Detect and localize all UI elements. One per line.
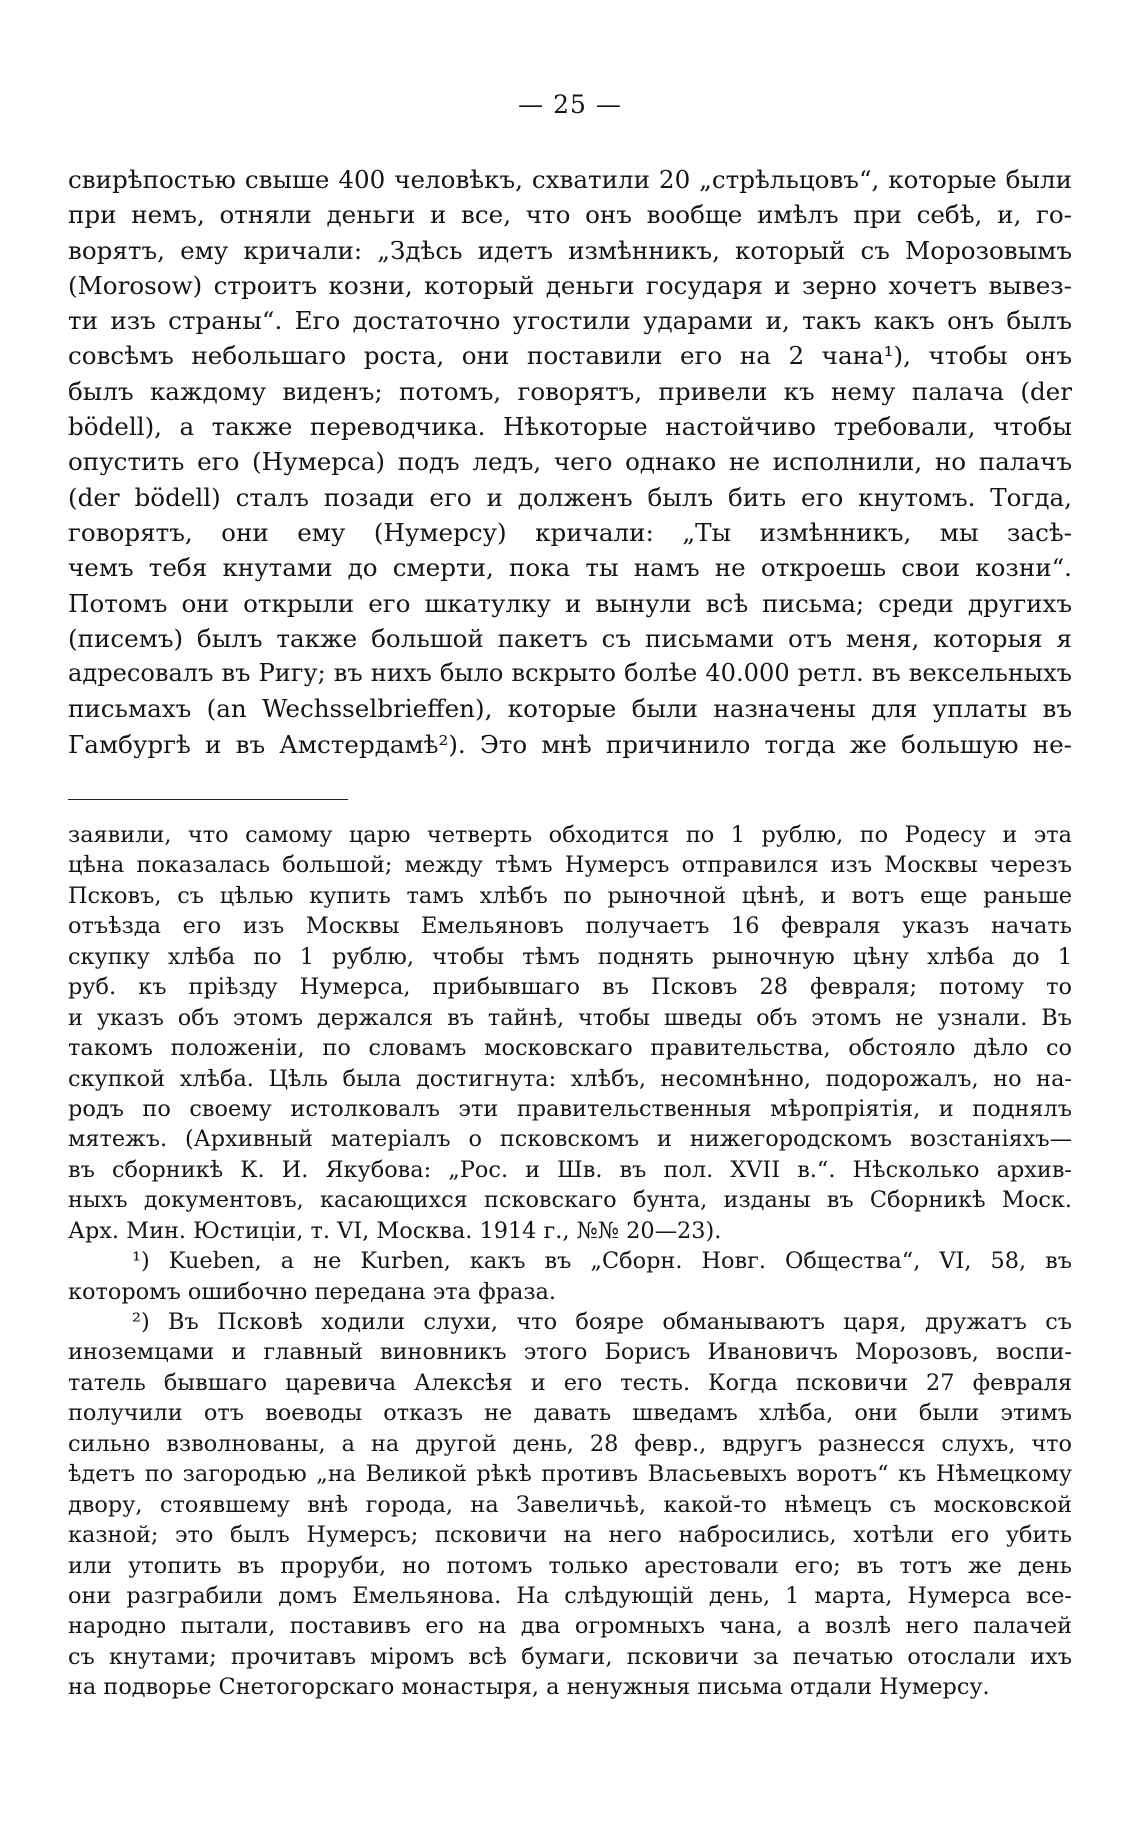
footnote-2 — [68, 1307, 1072, 1703]
main-text-line: (Morosow) строитъ козни, который деньги государя и зерно хочетъ вывез- — [68, 270, 1072, 300]
footnote-continuation — [68, 820, 1072, 1246]
footnote-line: ²) Въ Псковѣ ходили слухи, что бояре обманываютъ царя, дружатъ съ — [132, 1309, 1072, 1335]
footnote-line: ¹) Kueben, а не Kurben, какъ въ „Сборн. Новг. Общества“, VI, 58, въ — [132, 1248, 1072, 1275]
footnote-line: получили отъ воеводы отказъ не давать шведамъ хлѣба, они были этимъ — [68, 1400, 1072, 1427]
footnote-1 — [68, 1246, 1072, 1307]
main-text-line: при немъ, отняли деньги и все, что онъ вообще имѣлъ при себѣ, и, го- — [68, 200, 1072, 230]
footnote-line: ѣдетъ по загородью „на Великой рѣкѣ противъ Власьевыхъ воротъ“ къ Нѣмецкому — [68, 1461, 1072, 1488]
footnote-line: или утопить въ проруби, но потомъ только арестовали его; въ тотъ же день — [68, 1552, 1072, 1579]
footnote-line: цѣна показалась большой; между тѣмъ Нумерсъ отправился изъ Москвы черезъ — [68, 852, 1072, 879]
footnote-line: родъ по своему истолковалъ эти правительственныя мѣропріятія, и поднялъ — [68, 1095, 1072, 1122]
main-text-line: ворятъ, ему кричали: „Здѣсь идетъ измѣнникъ, который съ Морозовымъ — [68, 235, 1072, 265]
footnote-line: иноземцами и главный виновникъ этого Борисъ Ивановичъ Морозовъ, воспи- — [68, 1339, 1072, 1366]
footnote-line: они разграбили домъ Емельянова. На слѣдующій день, 1 марта, Нумерса все- — [68, 1582, 1072, 1609]
footnote-line: заявили, что самому царю четверть обходится по 1 рублю, по Родесу и эта — [68, 822, 1072, 848]
footnote-line: мятежъ. (Архивный матеріалъ о псковскомъ и нижегородскомъ возстаніяхъ— — [68, 1126, 1072, 1153]
footnote-line: скупку хлѣба по 1 рублю, чтобы тѣмъ поднять рыночную цѣну хлѣба до 1 — [68, 943, 1072, 970]
main-text-line: Потомъ они открыли его шкатулку и вынули всѣ письма; среди другихъ — [68, 588, 1072, 618]
footnote-line: казной; это былъ Нумерсъ; псковичи на него набросились, хотѣли его убить — [68, 1522, 1072, 1549]
footnote-line: отъѣзда его изъ Москвы Емельяновъ получаетъ 16 февраля указъ начать — [68, 913, 1072, 940]
footnote-line: двору, стоявшему внѣ города, на Завеличьѣ, какой-то нѣмецъ съ московской — [68, 1491, 1072, 1518]
main-text-line: письмахъ (an Wechsselbrieffen), которые были назначены для уплаты въ — [68, 694, 1072, 724]
footnote-line: ныхъ документовъ, касающихся псковскаго бунта, изданы въ Сборникѣ Моск. — [68, 1187, 1072, 1214]
main-text-line: ти изъ страны“. Его достаточно угостили ударами и, такъ какъ онъ былъ — [68, 306, 1072, 336]
main-text-line: говорятъ, они ему (Нумерсу) кричали: „Ты измѣнникъ, мы засѣ- — [68, 517, 1072, 547]
footnote-line: Псковъ, съ цѣлью купить тамъ хлѣбъ по рыночной цѣнѣ, и вотъ еще раньше — [68, 882, 1072, 909]
main-text-line: адресовалъ въ Ригу; въ нихъ было вскрыто болѣе 40.000 ретл. въ вексельныхъ — [68, 659, 1072, 688]
footnote-line: руб. къ пріѣзду Нумерса, прибывшаго въ Псковъ 28 февраля; потому то — [68, 974, 1072, 1001]
main-text-line: опустить его (Нумерса) подъ ледъ, чего однако не исполнили, но палачъ — [68, 447, 1072, 477]
main-text-line: совсѣмъ небольшаго роста, они поставили его на 2 чана¹), чтобы онъ — [68, 341, 1072, 371]
footnote-divider — [68, 799, 348, 800]
page-number: — 25 — — [518, 90, 622, 119]
main-text-line: былъ каждому виденъ; потомъ, говорятъ, привели къ нему палача (der — [68, 376, 1072, 406]
main-text-line: свирѣпостью свыше 400 человѣкъ, схватили 20 „стрѣльцовъ“, которые были — [68, 165, 1072, 194]
footnote-line: такомъ положеніи, по словамъ московскаго правительства, обстояло дѣло со — [68, 1035, 1072, 1062]
footnote-line: и указъ объ этомъ держался въ тайнѣ, чтобы шведы объ этомъ не узнали. Въ — [68, 1004, 1072, 1031]
footnote-line: съ кнутами; прочитавъ міромъ всѣ бумаги, псковичи за печатью отослали ихъ — [68, 1643, 1072, 1670]
main-text-line: (писемъ) былъ также большой пакетъ съ письмами отъ меня, которыя я — [68, 623, 1072, 653]
footnotes-block — [68, 820, 1072, 1703]
main-text-block — [68, 162, 1072, 762]
footnote-line: на подворье Снетогорскаго монастыря, а ненужныя письма отдали Нумерсу. — [68, 1674, 990, 1701]
footnote-line: въ сборникѣ К. И. Якубова: „Рос. и Шв. въ пол. XVII в.“. Нѣсколько архив- — [68, 1156, 1072, 1183]
main-text-line: bödell), а также переводчика. Нѣкоторые настойчиво требовали, чтобы — [68, 412, 1072, 442]
main-text-line: чемъ тебя кнутами до смерти, пока ты намъ не откроешь свои козни“. — [68, 553, 1072, 583]
main-text-line: (der bödell) сталъ позади его и долженъ былъ бить его кнутомъ. Тогда, — [68, 482, 1072, 512]
footnote-line: татель бывшаго царевича Алексѣя и его тесть. Когда псковичи 27 февраля — [68, 1369, 1072, 1396]
footnote-line: скупкой хлѣба. Цѣль была достигнута: хлѣбъ, несомнѣнно, подорожалъ, но на- — [68, 1065, 1072, 1092]
footnote-line: Арх. Мин. Юстиціи, т. VI, Москва. 1914 г., №№ 20—23). — [68, 1217, 722, 1244]
main-text-line: Гамбургѣ и въ Амстердамѣ²). Это мнѣ причинило тогда же большую не- — [68, 729, 1072, 759]
footnote-line: которомъ ошибочно передана эта фраза. — [68, 1278, 557, 1305]
footnote-line: сильно взволнованы, а на другой день, 28 февр., вдругъ разнесся слухъ, что — [68, 1430, 1072, 1457]
footnote-line: народно пытали, поставивъ его на два огромныхъ чана, а возлѣ него палачей — [68, 1613, 1072, 1640]
